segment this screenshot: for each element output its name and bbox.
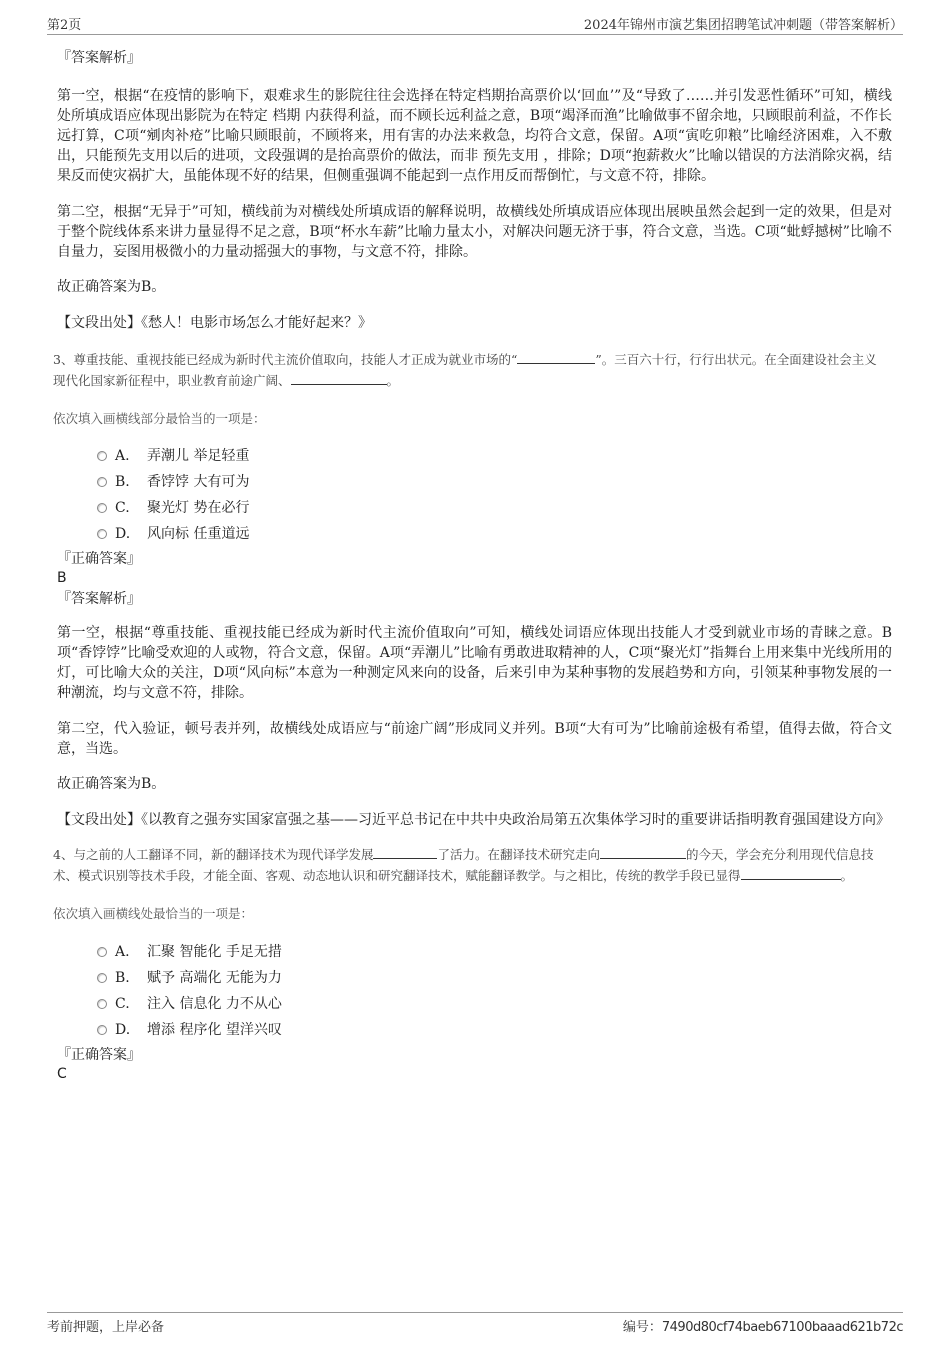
analysis-paragraph: 第二空，代入验证，顿号表并列，故横线处成语应与“前途广阔”形成同义并列。B项“大有可为”比喻前途极有希望，值得去做，符合文意，当选。 xyxy=(57,721,892,757)
option-d[interactable]: D. 增添 程序化 望洋兴叹 xyxy=(57,1017,892,1043)
answer-blank xyxy=(600,846,686,859)
conclusion: 故正确答案为B。 xyxy=(57,279,166,295)
option-a[interactable]: A. 汇聚 智能化 手足无措 xyxy=(57,939,892,965)
document-code: 编号：7490d80cf74baeb67100baaad621b72c xyxy=(622,1320,903,1335)
source-note: 【文段出处】《以教育之强夯实国家富强之基——习近平总书记在中共中央政治局第五次集体学习时的重要讲话指明教育强国建设方向》 xyxy=(57,812,890,828)
radio-icon[interactable] xyxy=(97,947,107,957)
answer-blank xyxy=(517,351,595,364)
radio-icon[interactable] xyxy=(97,973,107,983)
source-note: 【文段出处】《愁人！电影市场怎么才能好起来？》 xyxy=(57,315,372,331)
option-d[interactable]: D. 风向标 任重道远 xyxy=(57,521,892,547)
correct-answer-label: 『正确答案』 xyxy=(57,551,141,567)
footer-slogan: 考前押题，上岸必备 xyxy=(47,1320,165,1335)
page-number: 第2页 xyxy=(47,18,82,33)
option-b[interactable]: B. 香饽饽 大有可为 xyxy=(57,469,892,495)
page-header xyxy=(47,14,903,35)
option-a[interactable]: A. 弄潮儿 举足轻重 xyxy=(57,443,892,469)
question-3 xyxy=(53,349,892,830)
analysis-paragraph: 第一空，根据“尊重技能、重视技能已经成为新时代主流价值取向”可知，横线处词语应体现出技能人才受到就业市场的青睐之意。B项“香饽饽”比喻受欢迎的人或物，符合文意，保留。A项“弄潮儿”比喻有勇敢进取精神的人，C项“聚光灯”指舞台上用来集中光线所用的灯，可比喻大众的关注，D项“风向标”本意为一种测定风来向的设备，后来引申为某种事物的发展趋势和方向，引领某种事物发展的一种潮流，均与文意不符，排除。 xyxy=(57,625,892,701)
main-content xyxy=(53,44,892,1083)
answer-blank xyxy=(741,867,841,880)
correct-answer: B xyxy=(57,570,67,586)
radio-icon[interactable] xyxy=(97,999,107,1009)
radio-icon[interactable] xyxy=(97,451,107,461)
radio-icon[interactable] xyxy=(97,503,107,513)
analysis-label: 『答案解析』 xyxy=(57,591,141,607)
option-c[interactable]: C. 聚光灯 势在必行 xyxy=(57,495,892,521)
question-stem: 4、与之前的人工翻译不同，新的翻译技术为现代译学发展 了活力。在翻译技术研究走向 的今天，学会充分利用现代信息技术、模式识别等技术手段，才能全面、客观、动态地认识和研究翻译技术，赋能翻译教学。与之相比，传统的教学手段已显得 。 xyxy=(53,847,874,883)
analysis-paragraph: 第二空，根据“无异于”可知，横线前为对横线处所填成语的解释说明，故横线处所填成语应体现出展映虽然会起到一定的效果，但是对于整个院线体系来讲力量显得不足之意，B项“杯水车薪”比喻力量太小，对解决问题无济于事，符合文意，当选。C项“蚍蜉撼树”比喻不自量力，妄图用极微小的力量动摇强大的事物，与文意不符，排除。 xyxy=(57,204,892,260)
page-footer xyxy=(47,1312,903,1335)
correct-answer: C xyxy=(57,1066,67,1082)
radio-icon[interactable] xyxy=(97,1025,107,1035)
question-4 xyxy=(53,844,892,1083)
analysis-label: 『答案解析』 xyxy=(57,50,141,66)
option-c[interactable]: C. 注入 信息化 力不从心 xyxy=(57,991,892,1017)
document-title: 2024年锦州市演艺集团招聘笔试冲刺题（带答案解析） xyxy=(583,18,903,33)
answer-blank xyxy=(373,846,437,859)
options-list xyxy=(57,443,892,547)
question-stem: 3、尊重技能、重视技能已经成为新时代主流价值取向，技能人才正成为就业市场的“ ”。三百六十行，行行出状元。在全面建设社会主义现代化国家新征程中，职业教育前途广阔、 。 xyxy=(53,352,877,388)
answer-blank xyxy=(291,372,387,385)
correct-answer-label: 『正确答案』 xyxy=(57,1047,141,1063)
radio-icon[interactable] xyxy=(97,529,107,539)
conclusion: 故正确答案为B。 xyxy=(57,776,166,792)
options-list xyxy=(57,939,892,1043)
option-b[interactable]: B. 赋予 高端化 无能为力 xyxy=(57,965,892,991)
question-hint: 依次填入画横线处最恰当的一项是： xyxy=(53,906,254,921)
radio-icon[interactable] xyxy=(97,477,107,487)
question-hint: 依次填入画横线部分最恰当的一项是： xyxy=(53,411,266,426)
analysis-paragraph: 第一空，根据“在疫情的影响下，艰难求生的影院往往会选择在特定档期抬高票价以‘回血’”及“导致了……并引发恶性循环”可知，横线处所填成语应体现出影院为在特定 档期 内获得利益，而不顾长远利益之意，B项“竭泽而渔”比喻做事不留余地，只顾眼前利益，不作长远打算，C项“剜肉补疮”比喻只顾眼前，不顾将来，用有害的办法来救急，均符合文意，保留。A项“寅吃卯粮”比喻经济困难，入不敷出，只能预先支用以后的进项，文段强调的是抬高票价的做法，而非 预先支用 ，排除；D项“抱薪救火”比喻以错误的方法消除灾祸，结果反而使灾祸扩大，虽能体现不好的结果，但侧重强调不能起到一点作用反而帮倒忙，与文意不符，排除。 xyxy=(57,88,892,184)
